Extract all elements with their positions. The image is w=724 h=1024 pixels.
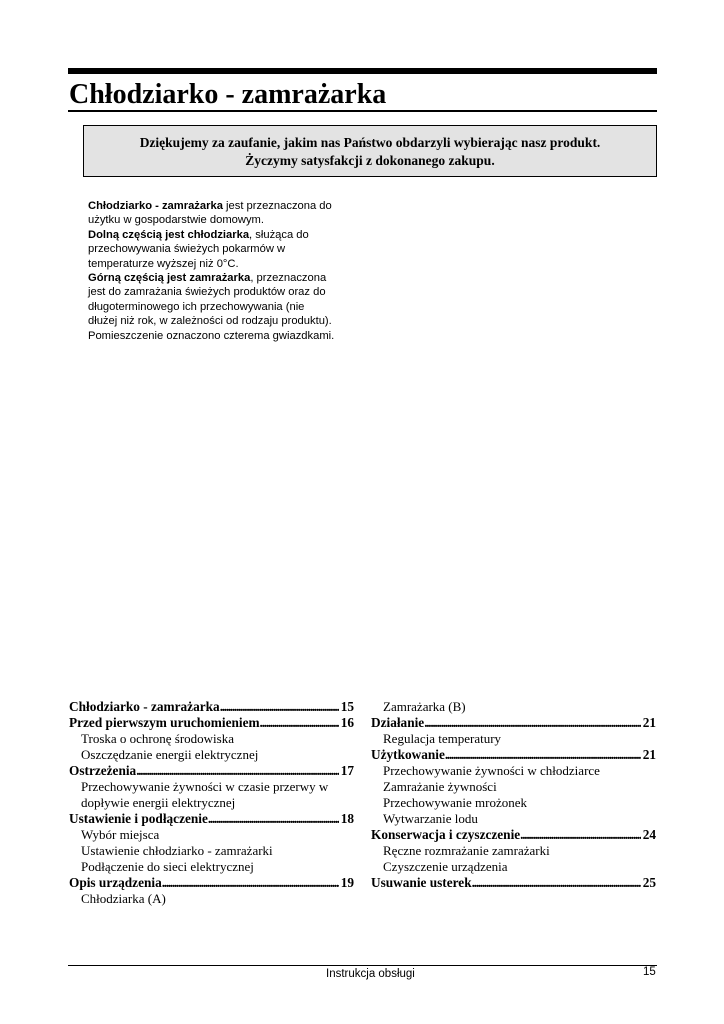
toc-left-column: [69, 699, 354, 907]
footer-rule: [68, 965, 657, 966]
toc-entry[interactable]: [69, 715, 354, 731]
toc-subentry[interactable]: Zamrażarka (B): [383, 699, 466, 714]
toc-subentry[interactable]: Regulacja temperatury: [383, 731, 502, 746]
footer-label: Instrukcja obsługi: [326, 968, 415, 980]
page-number: 15: [643, 966, 656, 978]
toc-entry-page: 24: [642, 827, 656, 842]
toc-dot-leader: [445, 747, 641, 763]
toc-entry-page: 25: [642, 875, 656, 890]
intro-line: długoterminowego ich przechowywania (nie: [88, 300, 305, 313]
toc-entry-page: 15: [340, 699, 354, 714]
toc-entry-page: 21: [642, 715, 656, 730]
toc-entry-label: Działanie: [371, 715, 425, 730]
intro-line: temperaturze wyższej niż 0°C.: [88, 257, 239, 270]
toc-subentry[interactable]: Przechowywanie żywności w czasie przerwy w: [81, 779, 329, 794]
toc-entry-page: 19: [340, 875, 354, 890]
page-title: Chłodziarko - zamrażarka: [69, 79, 387, 110]
toc-subentry[interactable]: Przechowywanie mrożonek: [383, 795, 528, 810]
intro-bold-term: Dolną częścią jest chłodziarka: [88, 228, 250, 241]
toc-entry-label: Usuwanie usterek: [371, 875, 472, 890]
thanks-line-2: Życzymy satysfakcji z dokonanego zakupu.: [245, 153, 495, 168]
intro-line: przechowywania świeżych pokarmów w: [88, 243, 286, 256]
toc-entry-page: 21: [642, 747, 656, 762]
toc-entry-label: Przed pierwszym uruchomieniem: [69, 715, 260, 730]
intro-text: , służąca do: [249, 228, 309, 241]
intro-line: [88, 228, 378, 242]
toc-subentry[interactable]: Ręczne rozmrażanie zamrażarki: [383, 843, 550, 858]
toc-entry-label: Ostrzeżenia: [69, 763, 137, 778]
toc-dot-leader: [136, 763, 339, 779]
intro-line: Pomieszczenie oznaczono czterema gwiazdkami.: [88, 329, 335, 342]
toc-dot-leader: [162, 875, 339, 891]
toc-entry-page: 16: [340, 715, 354, 730]
toc-dot-leader: [472, 875, 641, 891]
toc-subentry[interactable]: Podłączenie do sieci elektrycznej: [81, 859, 254, 874]
intro-line: jest do zamrażania świeżych produktów oraz do: [88, 286, 326, 299]
thanks-line-1: Dziękujemy za zaufanie, jakim nas Państwo obdarzyli wybierając nasz produkt.: [139, 135, 601, 150]
toc-subentry[interactable]: Chłodziarka (A): [81, 891, 166, 906]
intro-paragraph: [88, 199, 378, 343]
toc-subentry[interactable]: Wybór miejsca: [81, 827, 160, 842]
toc-subentry[interactable]: Oszczędzanie energii elektrycznej: [81, 747, 259, 762]
toc-entry-page: 18: [340, 811, 354, 826]
toc-entry[interactable]: [69, 763, 354, 779]
toc-entry-page: 17: [340, 763, 354, 778]
intro-bold-term: Górną częścią jest zamrażarka: [88, 272, 251, 285]
toc-entry-label: Konserwacja i czyszczenie: [371, 827, 521, 842]
toc-entry-label: Opis urządzenia: [69, 875, 162, 890]
toc-entry[interactable]: [69, 811, 354, 827]
toc-entry[interactable]: [371, 747, 656, 763]
toc-subentry[interactable]: Ustawienie chłodziarko - zamrażarki: [81, 843, 273, 858]
toc-subentry[interactable]: Czyszczenie urządzenia: [383, 859, 508, 874]
toc-dot-leader: [260, 715, 339, 731]
toc-dot-leader: [520, 827, 641, 843]
toc-subentry[interactable]: Wytwarzanie lodu: [383, 811, 478, 826]
toc-subentry[interactable]: Troska o ochronę środowiska: [81, 731, 234, 746]
toc-subentry[interactable]: Przechowywanie żywności w chłodziarce: [383, 763, 600, 778]
intro-text: , przeznaczona: [250, 272, 327, 285]
thanks-box: [83, 125, 657, 177]
toc-entry[interactable]: [69, 875, 354, 891]
toc-dot-leader: [424, 715, 641, 731]
toc-entry-label: Użytkowanie: [371, 747, 445, 762]
intro-line: użytku w gospodarstwie domowym.: [88, 214, 264, 227]
toc-dot-leader: [208, 811, 339, 827]
intro-line: [88, 271, 378, 285]
intro-bold-term: Chłodziarko - zamrażarka: [88, 200, 223, 212]
toc-entry-label: Chłodziarko - zamrażarka: [69, 699, 220, 714]
toc-subentry[interactable]: dopływie energii elektrycznej: [81, 795, 236, 810]
title-underline: [68, 110, 657, 112]
toc-entry-label: Ustawienie i podłączenie: [69, 811, 208, 826]
toc-right-column: [371, 699, 656, 891]
toc-entry[interactable]: [371, 875, 656, 891]
toc-dot-leader: [220, 699, 339, 715]
top-rule: [68, 68, 657, 74]
intro-text: jest przeznaczona do: [222, 200, 332, 212]
toc-subentry[interactable]: Zamrażanie żywności: [383, 779, 497, 794]
toc-entry[interactable]: [371, 715, 656, 731]
intro-line: [88, 199, 378, 213]
toc-entry[interactable]: [371, 827, 656, 843]
intro-line: dłużej niż rok, w zależności od rodzaju produktu).: [88, 315, 332, 328]
toc-entry[interactable]: [69, 699, 354, 715]
